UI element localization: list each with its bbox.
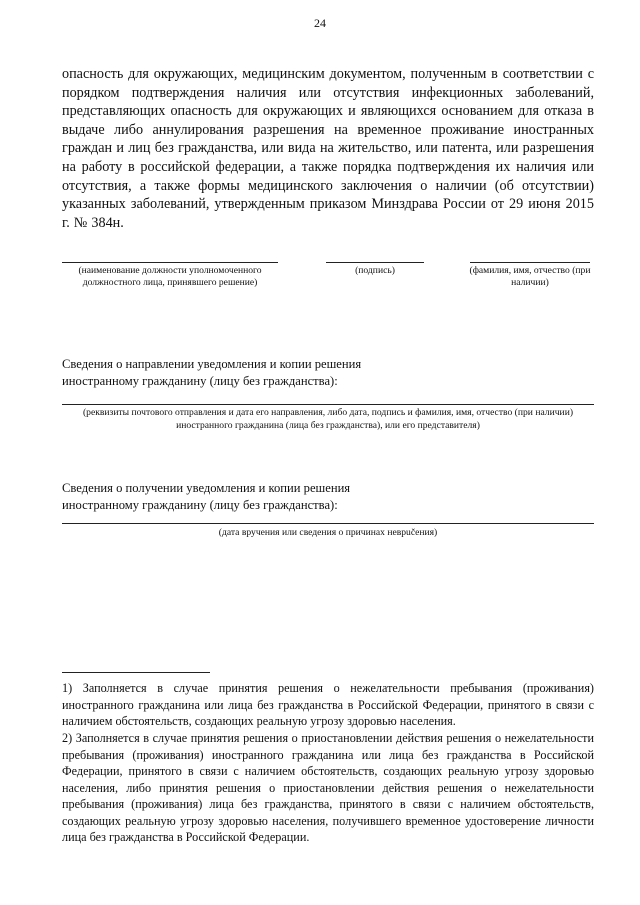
main-paragraph bbox=[62, 65, 594, 232]
page-number: 24 bbox=[314, 16, 326, 30]
notification-line bbox=[62, 404, 594, 405]
receipt-caption: (дата вручения или сведения о причинах неврučения) bbox=[218, 527, 438, 538]
name-caption: (фамилия, имя, отчество (при наличии) bbox=[469, 265, 591, 288]
footnote-2: 2) Заполняется в случае принятия решения о приостановлении действия решения о нежелательности пребывания (проживания) иностранного гражданина или лица без гражданства в Российской Федерации, принятого в связи с наличием обстоятельств, создающих реальную угрозу здоровью населения, либо принятия решения о приостановлении действия решения о нежелательности пребывания (проживания) лица без гражданства, принятого в связи с наличием обстоятельств, создающих реальную угрозу здоровью населения, получившего временное удостоверение личности лица без гражданства в Российской Федерации. bbox=[62, 731, 594, 844]
signature-caption: (подпись) bbox=[355, 265, 395, 276]
name-signature-line bbox=[470, 262, 590, 263]
footnote-separator bbox=[62, 672, 210, 673]
notification-heading: Сведения о направлении уведомления и копии решения иностранному гражданину (лицу без гражданства): bbox=[62, 357, 362, 388]
footnote-1: 1) Заполняется в случае принятия решения о нежелательности пребывания (проживания) иностранного гражданина или лица без гражданства в Российской Федерации, принятого в связи с наличием обстоятельств, создающих реальную угрозу здоровью населения. bbox=[62, 681, 594, 728]
position-signature-line bbox=[62, 262, 278, 263]
position-caption: (наименование должности уполномоченного должностного лица, принявшего решение) bbox=[78, 265, 262, 288]
signature-line bbox=[326, 262, 424, 263]
receipt-heading: Сведения о получении уведомления и копии решения иностранному гражданину (лицу без гражданства): bbox=[62, 481, 351, 512]
notification-caption: (реквизиты почтового отправления и дата его направления, либо дата, подпись и фамилия, имя, отчество (при наличии) иностранного гражданина (лица без гражданства), или его представителя) bbox=[82, 407, 574, 431]
receipt-line bbox=[62, 523, 594, 524]
main-paragraph-text: опасность для окружающих, медицинским документом, полученным в соответствии с порядком подтверждения наличия или отсутствия инфекционных заболеваний, представляющих опасность для окружающих и являющихся основанием для отказа в выдаче либо аннулирования разрешения на временное проживание иностранных граждан и лиц без гражданства, или вида на жительство, или патента, или разрешения на работу в российской федерации, а также порядка подтверждения их наличия или отсутствия, а также формы медицинского заключения о наличии (об отсутствии) указанных заболеваний, утвержденным приказом Минздрава России от 29 июня 2015 г. № 384н. bbox=[62, 66, 594, 231]
